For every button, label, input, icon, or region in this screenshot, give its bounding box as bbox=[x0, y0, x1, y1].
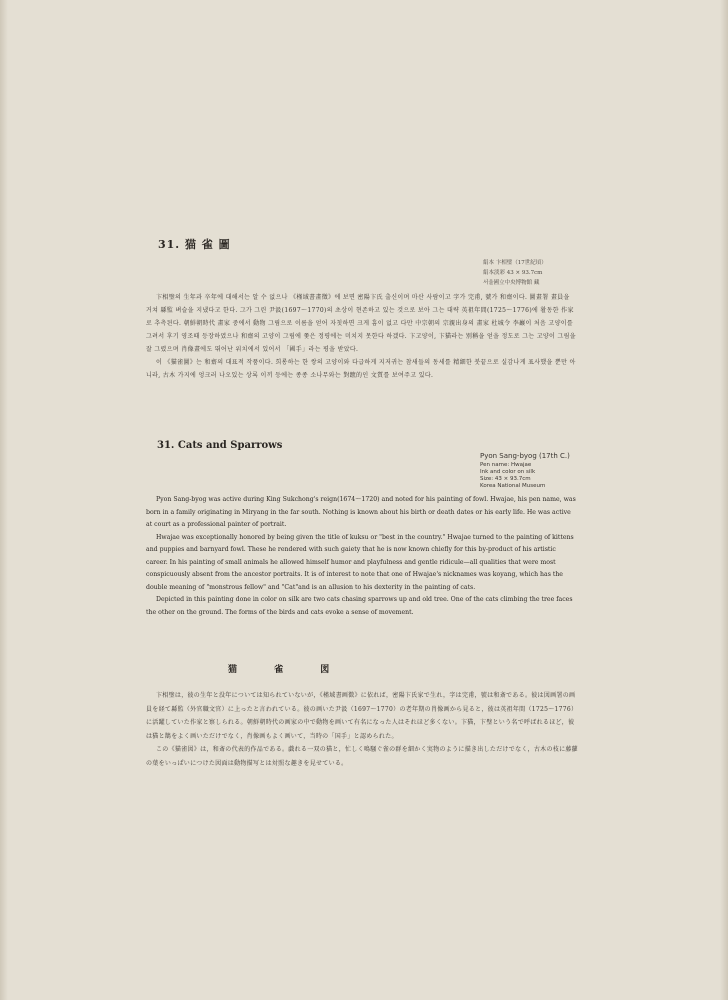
english-paragraph: Depicted in this painting done in color on silk are two cats chasing sparrows up and old tree. One of the cats climbing the tree faces the other on the ground. The forms of the birds and cats evoke a sense of movement. bbox=[146, 596, 573, 616]
english-text bbox=[146, 494, 578, 619]
korean-text bbox=[146, 291, 578, 382]
page-edge-left bbox=[0, 0, 8, 1000]
english-caption-penname: Pen name: Hwajae bbox=[480, 462, 532, 468]
japanese-paragraph: 卞相璧は，彼の生年と没年については知られていないが，《槿域書画徴》に依れば，密陽卞氏家で生れ，字は完甫，號は和斎である。彼は図画署の画員を経て縣監（外官職文官）に上ったと言われている。彼の画いた尹汲（1697～1770）の老年期の肖像画から見ると，彼は英祖年間（1725～1776）に活躍していた作家と察しられる。朝鮮朝時代の画家の中で動物を画いて有名になった人はそれほど多くない。卞猫，卞璧という名で呼ばれるほど，彼は猫と鵲をよく画いただけでなく，肖像画もよく画いて，当時の「国手」と認められた。 bbox=[146, 692, 578, 740]
english-caption-collection: Korea National Museum bbox=[480, 483, 546, 489]
japanese-text bbox=[146, 689, 578, 770]
korean-paragraph: 卞相璧의 生年과 卒年에 대해서는 알 수 없으나 《槿域書畫徵》에 보면 密陽卞氏 출신이며 마산 사람이고 字가 完甫, 號가 和齋이다. 圖畫署 畫員을 거쳐 縣監 벼슬을 지냈다고 한다. 그가 그린 尹汲(1697～1770)의 초상이 현존하고 있는 것으로 보아 그는 대략 英祖年間(1725～1776)에 활동한 作家로 추측된다. 朝鮮朝時代 畫家 중에서 動物 그림으로 이름을 얻어 자칫하면 크게 흠이 없고 다만 中宗朝의 宗親出身의 畫家 杜城令 李巖이 처음 고양이를 그려서 후기 영조때 등장하였으나 和齋의 고양이 그림에 쫓은 정평에는 미치지 못한다 하겠다. 卞고양이, 卞猫라는 別稱을 얻을 정도로 그는 고양이 그림을 잘 그렸으며 肖像畫에도 뛰어난 위치에서 있어서 「國手」라는 평을 받았다. bbox=[146, 294, 576, 353]
korean-title: 31. 猫 雀 圖 bbox=[158, 238, 231, 251]
korean-caption bbox=[483, 258, 547, 288]
japanese-title: 猫 雀 図 bbox=[228, 665, 340, 675]
english-paragraph: Hwajae was exceptionally honored by being given the title of kuksu or "best in the country." Hwajae turned to the painting of kittens and puppies and barnyard fowl. These he rendered with such gaiety that he is now known chiefly for this by-product of his artistic career. In his painting of small animals he allowed himself humor and playfulness and gentle ridicule—all qualities that were most conspicuously absent from the ancestor portraits. It is of interest to note that one of Hwajae's nicknames was koyang, which has the double meaning of "monstrous fellow" and "Cat"and is an allusion to his dexterity in the painting of cats. bbox=[146, 533, 574, 591]
japanese-paragraph: この《猫雀図》は，和斎の代表的作品である。戯れる一双の猫と，忙しく鳴騒ぐ雀の群を細かく実物のように描き出しただけでなく，古木の枝に藤蘿の葉をいっぱいにつけた図面は動物描写とは対照な趣きを見せている。 bbox=[146, 746, 578, 767]
english-title: 31. Cats and Sparrows bbox=[157, 440, 283, 451]
korean-paragraph: 이 《猫雀圖》는 和齋의 대표적 작품이다. 희롱하는 한 쌍의 고양이와 다급하게 지저귀는 참새들의 동세를 精細한 붓끝으로 실감나게 표사했을 뿐만 아니라, 古木 가지에 엉크러 나오있는 상록 이끼 등에는 종종 소나무와는 對蹠的인 文質를 보여주고 있다. bbox=[146, 359, 576, 379]
english-caption-medium: Ink and color on silk bbox=[480, 469, 536, 475]
english-paragraph: Pyon Sang-byog was active during King Sukchong's reign(1674～1720) and noted for his painting of fowl. Hwajae, his pen name, was born in a family originating in Miryang in the far south. Nothing is known about his birth or death dates or his early life. He was active at court as a professional painter of portrait. bbox=[146, 496, 576, 528]
korean-caption-collection: 서울國立中央博物館 藏 bbox=[483, 280, 540, 286]
page-edge-right bbox=[720, 0, 728, 1000]
korean-caption-medium: 絹本淡彩 43 × 93.7cm bbox=[483, 270, 543, 276]
korean-caption-artist: 絹本 卞相璧（17世紀頃） bbox=[483, 260, 547, 266]
english-caption-artist: Pyon Sang-byog (17th C.) bbox=[480, 452, 570, 460]
english-caption bbox=[480, 450, 570, 490]
english-caption-size: Size: 43 × 93.7cm bbox=[480, 476, 531, 482]
